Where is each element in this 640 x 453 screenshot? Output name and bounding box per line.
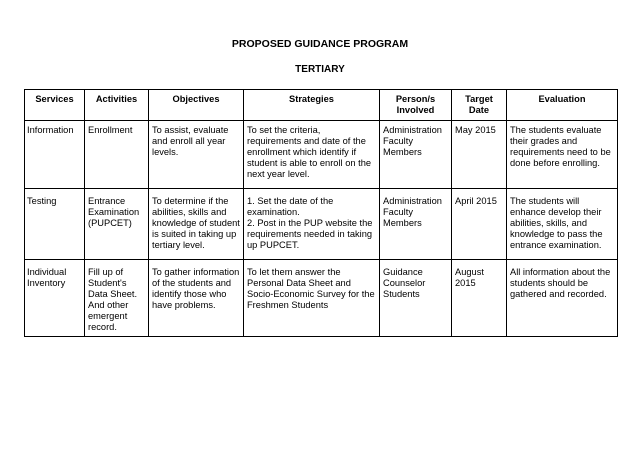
cell-services: Individual Inventory xyxy=(25,260,85,337)
cell-persons: Administration Faculty Members xyxy=(380,121,452,189)
table-row xyxy=(25,121,618,189)
document-title: PROPOSED GUIDANCE PROGRAM xyxy=(231,38,409,50)
header-objectives: Objectives xyxy=(149,90,244,121)
cell-objectives: To gather information of the students and identify those who have problems. xyxy=(149,260,244,337)
cell-target-date: April 2015 xyxy=(452,189,507,260)
cell-persons: Administration Faculty Members xyxy=(380,189,452,260)
cell-strategies: To let them answer the Personal Data Sheet and Socio-Economic Survey for the Freshmen Students xyxy=(244,260,380,337)
cell-services: Information xyxy=(25,121,85,189)
table-row xyxy=(25,260,618,337)
cell-activities: Entrance Examination (PUPCET) xyxy=(85,189,149,260)
document-subtitle: TERTIARY xyxy=(295,64,345,75)
guidance-program-table xyxy=(24,89,618,337)
cell-evaluation: All information about the students should be gathered and recorded. xyxy=(507,260,618,337)
header-strategies: Strategies xyxy=(244,90,380,121)
cell-services: Testing xyxy=(25,189,85,260)
cell-evaluation: The students will enhance develop their abilities, skills, and knowledge to pass the entrance examination. xyxy=(507,189,618,260)
header-evaluation: Evaluation xyxy=(507,90,618,121)
table-header-row xyxy=(25,90,618,121)
header-target-date: Target Date xyxy=(452,90,507,121)
table-row xyxy=(25,189,618,260)
cell-target-date: August 2015 xyxy=(452,260,507,337)
cell-objectives: To determine if the abilities, skills and knowledge of student is suited in taking up tertiary level. xyxy=(149,189,244,260)
cell-persons: Guidance Counselor Students xyxy=(380,260,452,337)
header-activities: Activities xyxy=(85,90,149,121)
cell-strategies: To set the criteria, requirements and date of the enrollment which identify if student is able to enroll on the next year level. xyxy=(244,121,380,189)
header-persons-involved: Person/s Involved xyxy=(380,90,452,121)
cell-activities: Fill up of Student's Data Sheet. And other emergent record. xyxy=(85,260,149,337)
cell-strategies: 1. Set the date of the examination. 2. Post in the PUP website the requirements needed in taking up PUPCET. xyxy=(244,189,380,260)
cell-objectives: To assist, evaluate and enroll all year levels. xyxy=(149,121,244,189)
header-services: Services xyxy=(25,90,85,121)
cell-activities: Enrollment xyxy=(85,121,149,189)
cell-target-date: May 2015 xyxy=(452,121,507,189)
cell-evaluation: The students evaluate their grades and requirements need to be done before enrolling. xyxy=(507,121,618,189)
